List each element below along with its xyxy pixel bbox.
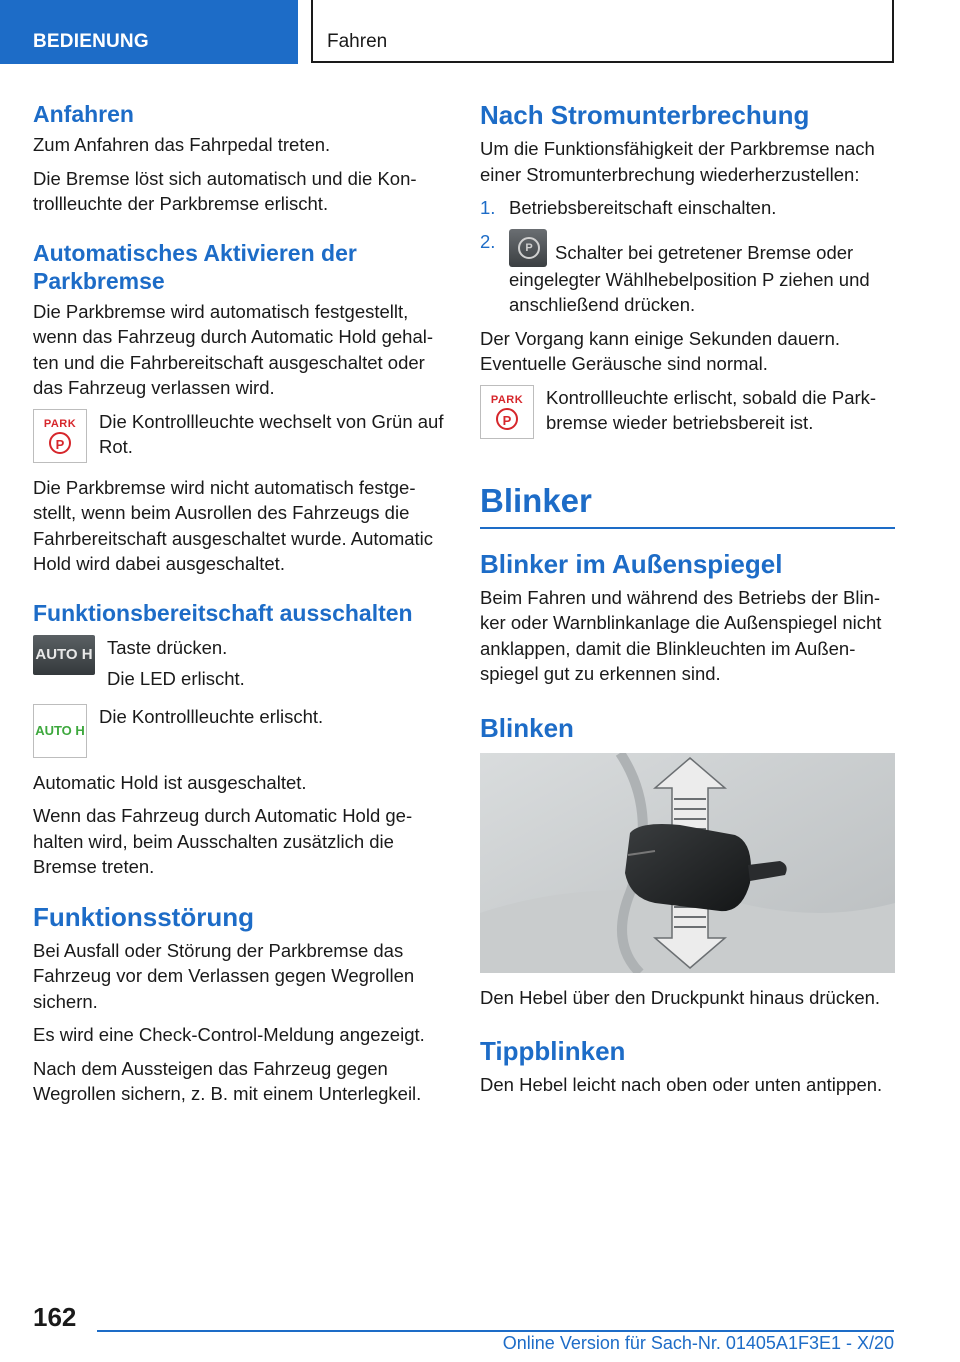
turn-signal-lever-illustration: [480, 753, 895, 973]
parking-brake-switch-icon: P: [509, 229, 547, 267]
paragraph: Nach dem Aussteigen das Fahrzeug gegen Wegrollen sichern, z. B. mit einem Unterlegkeil.: [33, 1057, 422, 1104]
heading-tippblinken: Tippblinken: [480, 1036, 626, 1066]
section-tab: [0, 0, 298, 64]
page-number: 162: [33, 1302, 77, 1332]
left-column: [33, 100, 448, 1115]
list-item: 2. P Schalter bei getretener Bremse oder eingelegter Wählhebelposition P ziehen und anschließend drücken.: [480, 230, 870, 315]
auto-h-indicator-note: [33, 704, 448, 758]
list-item: 1. Betriebsbereitschaft einschalten.: [480, 197, 777, 218]
auto-h-button-note: [33, 635, 448, 692]
auto-h-indicator-icon: AUTO H: [33, 704, 87, 758]
park-indicator-note: [33, 409, 448, 463]
heading-stromunterbrechung: Nach Stromunterbrechung: [480, 100, 810, 130]
icon-description: Die Kontrollleuchte erlischt.: [99, 705, 324, 727]
paragraph: Die Parkbremse wird nicht automatisch festgestellt, wenn beim Ausrollen des Fahrzeugs die Fahrbereitschaft ausgeschaltet wurde. Automatic Hold wird dabei ausgeschaltet.: [33, 476, 434, 574]
footer-divider: [97, 1330, 894, 1332]
heading-blinker-aussenspiegel: Blinker im Außenspiegel: [480, 548, 783, 579]
paragraph: Die Parkbremse wird automatisch festgestellt, wenn das Fahrzeug durch Automatic Hold gehalten und die Fahrbereitschaft ausgeschaltet oder das Fahrzeug verlassen wird.: [33, 300, 434, 398]
heading-auto-aktivieren: Automatisches Aktivieren der Parkbremse: [33, 239, 357, 294]
paragraph: Um die Funktionsfähigkeit der Parkbremse nach einer Stromunterbrechung wiederherzustellen:: [480, 138, 875, 185]
paragraph: Zum Anfahren das Fahrpedal treten.: [33, 134, 331, 155]
heading-funktionsbereitschaft: Funktionsbereitschaft ausschalten: [33, 599, 413, 626]
right-column: [480, 100, 895, 1106]
figure-caption: Den Hebel über den Druckpunkt hinaus drücken.: [480, 986, 881, 1008]
heading-anfahren: Anfahren: [33, 101, 134, 127]
chapter-tab: [311, 0, 894, 63]
heading-blinker: Blinker: [480, 481, 895, 529]
park-brake-warning-icon: PARK P: [480, 385, 534, 439]
paragraph: Der Vorgang kann einige Sekunden dauern. Eventuelle Geräusche sind normal.: [480, 327, 840, 374]
icon-description: Kontrollleuchte erlischt, sobald die Parkbremse wieder betriebsbereit ist.: [546, 386, 877, 433]
paragraph: Den Hebel leicht nach oben oder unten antippen.: [480, 1074, 883, 1095]
auto-h-button-icon: AUTO H: [33, 635, 95, 675]
paragraph: Beim Fahren und während des Betriebs der Blinker oder Warnblinkanlage die Außenspiegel nicht anklappen, damit die Blinkleuchten im Außenspiegel gut zu erkennen sind.: [480, 586, 882, 684]
park-brake-warning-icon: PARK P: [33, 409, 87, 463]
icon-description: Taste drücken.: [107, 636, 228, 658]
park-indicator-note: [480, 385, 895, 439]
heading-funktionsstoerung: Funktionsstörung: [33, 901, 254, 932]
icon-description: Die LED erlischt.: [107, 668, 245, 689]
paragraph: Bei Ausfall oder Störung der Parkbremse das Fahrzeug vor dem Verlassen gegen Wegrollen sichern.: [33, 939, 415, 1012]
paragraph: Es wird eine Check-Control-Meldung angezeigt.: [33, 1024, 425, 1045]
paragraph: Automatic Hold ist ausgeschaltet.: [33, 771, 307, 793]
footer-online-version: Online Version für Sach-Nr. 01405A1F3E1 - X/20: [502, 1333, 894, 1353]
icon-description: Die Kontrollleuchte wechselt von Grün auf Rot.: [99, 410, 444, 457]
section-label: BEDIENUNG: [33, 31, 149, 52]
paragraph: Wenn das Fahrzeug durch Automatic Hold gehalten wird, beim Ausschalten zusätzlich die Bremse treten.: [33, 805, 413, 877]
steps-list: [480, 195, 895, 318]
paragraph: Die Bremse löst sich automatisch und die Kontrollleuchte der Parkbremse erlischt.: [33, 167, 417, 214]
chapter-label: Fahren: [327, 31, 388, 52]
heading-blinken: Blinken: [480, 712, 574, 743]
